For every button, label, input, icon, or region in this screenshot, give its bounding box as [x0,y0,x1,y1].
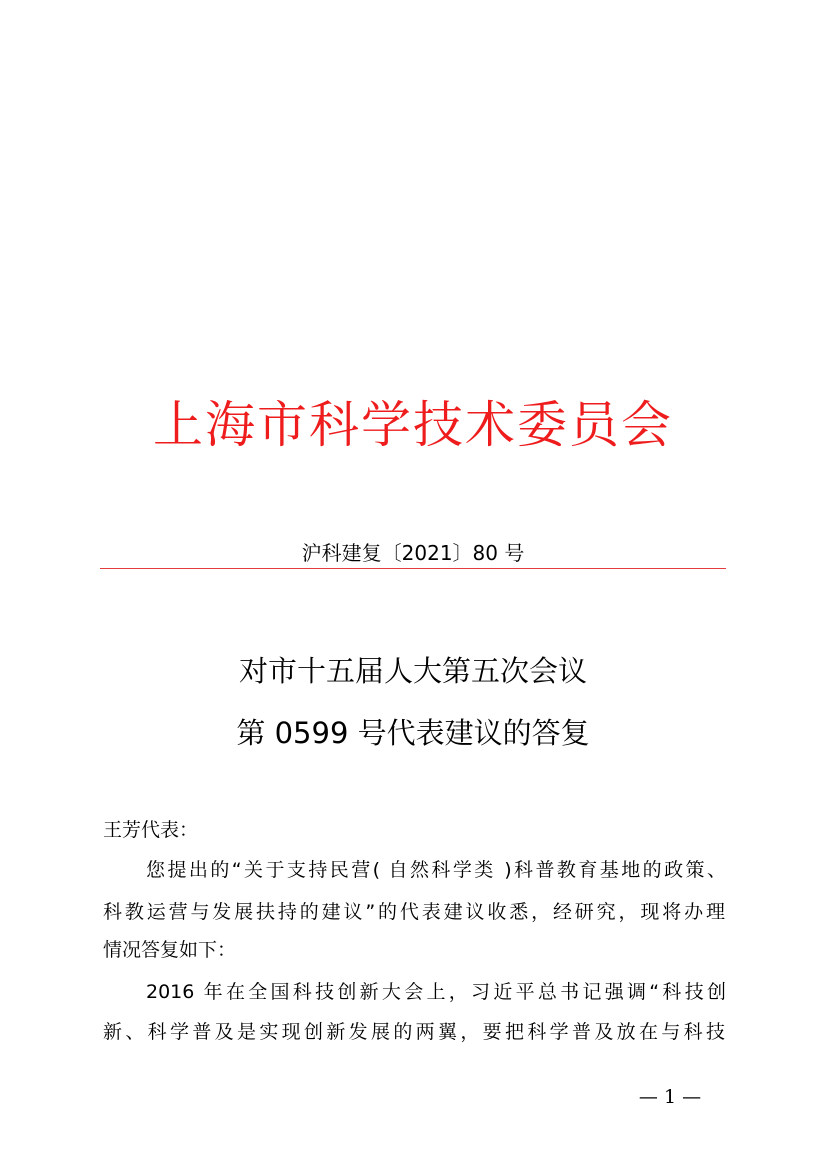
paragraph-1-line-2: 科教运营与发展扶持的建议”的代表建议收悉，经研究，现将办理 [103,901,725,923]
document-number: 沪科建复〔2021〕80 号 [301,541,525,565]
red-divider-line [100,568,726,569]
document-title-line-1: 对市十五届人大第五次会议 [238,654,587,688]
letterhead-org-name: 上海市科学技术委员会 [153,396,673,454]
paragraph-2-line-2: 新、科学普及是实现创新发展的两翼，要把科学普及放在与科技 [103,1021,725,1043]
paragraph-1-line-3: 情况答复如下： [103,939,237,961]
page-number: — 1 — [638,1086,702,1108]
document-title-line-2: 第 0599 号代表建议的答复 [236,716,590,750]
paragraph-2-line-1: 2016 年在全国科技创新大会上，习近平总书记强调“科技创 [146,981,726,1003]
paragraph-1-line-1: 您提出的“关于支持民营( 自然科学类 )科普教育基地的政策、 [146,859,726,881]
salutation: 王芳代表： [103,819,199,841]
